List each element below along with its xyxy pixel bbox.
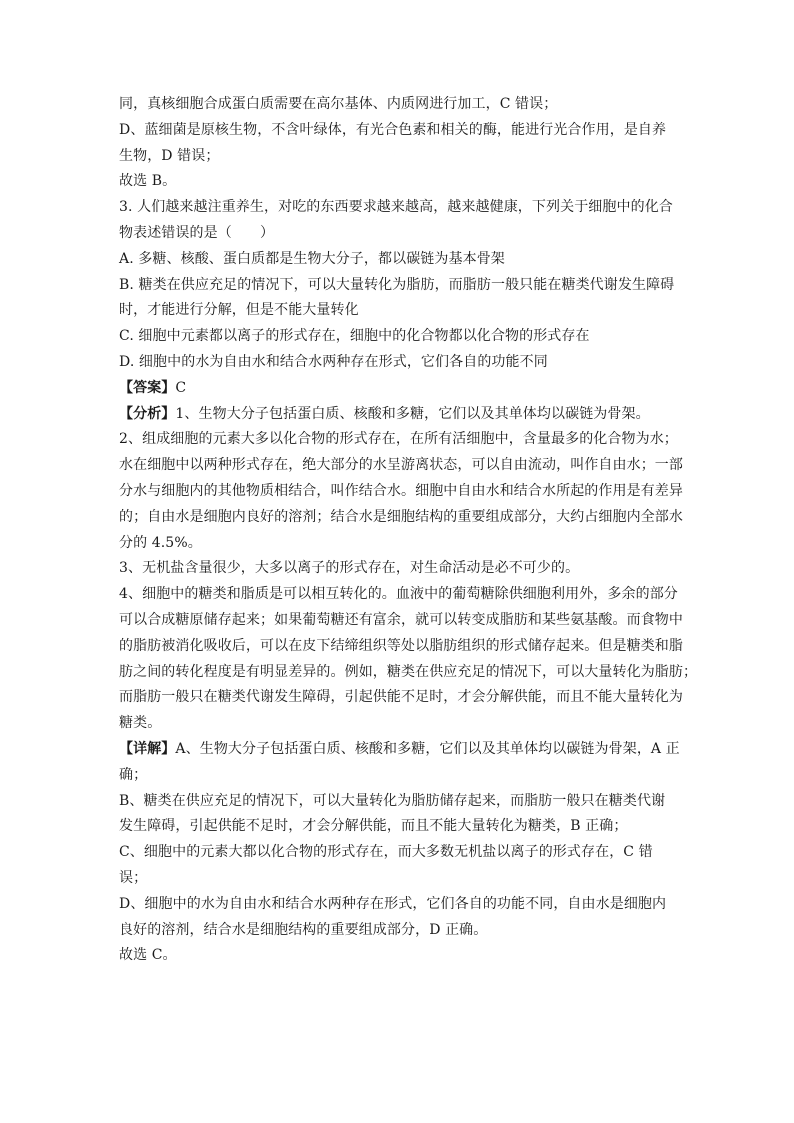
text-line: 确； bbox=[119, 766, 148, 783]
question-stem: 物表述错误的是（ ） bbox=[119, 224, 275, 241]
document-page bbox=[119, 92, 698, 969]
text-line: 故选 B。 bbox=[119, 173, 177, 190]
option-c: C. 细胞中元素都以离子的形式存在，细胞中的化合物都以化合物的形式存在 bbox=[119, 328, 590, 345]
text-line: 良好的溶剂，结合水是细胞结构的重要组成部分，D 正确。 bbox=[119, 921, 488, 938]
option-a: A. 多糖、核酸、蛋白质都是生物大分子，都以碳链为基本骨架 bbox=[119, 250, 505, 267]
detail-line bbox=[119, 737, 679, 763]
text-line: 分水与细胞内的其他物质相结合，叫作结合水。细胞中自由水和结合水所起的作用是有差异 bbox=[119, 482, 683, 499]
text-line: 糖类。 bbox=[119, 715, 162, 732]
text-line: 2、组成细胞的元素大多以化合物的形式存在，在所有活细胞中，含量最多的化合物为水； bbox=[119, 431, 678, 448]
option-b: 时，才能进行分解，但是不能大量转化 bbox=[119, 302, 359, 319]
text-line: B、糖类在供应充足的情况下，可以大量转化为脂肪储存起来，而脂肪一般只在糖类代谢 bbox=[119, 792, 666, 809]
text-line: 而脂肪一般只在糖类代谢发生障碍，引起供能不足时，才会分解供能，而且不能大量转化为 bbox=[119, 689, 683, 706]
text-line: 生物，D 错误； bbox=[119, 147, 220, 164]
text-line: 的脂肪被消化吸收后，可以在皮下结缔组织等处以脂肪组织的形式储存起来。但是糖类和脂 bbox=[119, 637, 683, 654]
answer-value: C bbox=[175, 379, 187, 396]
text-line: 误； bbox=[119, 869, 148, 886]
text-line: 故选 C。 bbox=[119, 947, 177, 964]
text-line: 可以合成糖原储存起来；如果葡萄糖还有富余，就可以转变成脂肪和某些氨基酸。而食物中 bbox=[119, 611, 683, 628]
option-d: D. 细胞中的水为自由水和结合水两种存在形式，它们各自的功能不同 bbox=[119, 353, 548, 370]
text-line: 发生障碍，引起供能不足时，才会分解供能，而且不能大量转化为糖类，B 正确； bbox=[119, 818, 628, 835]
question-stem: 3. 人们越来越注重养生，对吃的东西要求越来越高，越来越健康，下列关于细胞中的化合 bbox=[119, 199, 673, 216]
text-line: 4、细胞中的糖类和脂质是可以相互转化的。血液中的葡萄糖除供细胞利用外，多余的部分 bbox=[119, 586, 678, 603]
text-line: D、细胞中的水为自由水和结合水两种存在形式，它们各自的功能不同，自由水是细胞内 bbox=[119, 895, 667, 912]
detail-text: A、生物大分子包括蛋白质、核酸和多糖，它们以及其单体均以碳链为骨架，A 正 bbox=[175, 740, 680, 757]
text-line: 3、无机盐含量很少，大多以离子的形式存在，对生命活动是必不可少的。 bbox=[119, 560, 580, 577]
text-line: 肪之间的转化程度是有明显差异的。例如，糖类在供应充足的情况下，可以大量转化为脂肪； bbox=[119, 663, 698, 680]
answer-line bbox=[119, 376, 679, 402]
text-line: 分的 4.5%。 bbox=[119, 534, 202, 551]
detail-label: 【详解】 bbox=[119, 740, 176, 757]
analysis-label: 【分析】 bbox=[119, 405, 176, 422]
option-b: B. 糖类在供应充足的情况下，可以大量转化为脂肪，而脂肪一般只能在糖类代谢发生障碍 bbox=[119, 276, 675, 293]
analysis-text: 1、生物大分子包括蛋白质、核酸和多糖，它们以及其单体均以碳链为骨架。 bbox=[175, 405, 650, 422]
analysis-line bbox=[119, 402, 679, 428]
text-line: C、细胞中的元素大都以化合物的形式存在，而大多数无机盐以离子的形式存在，C 错 bbox=[119, 844, 653, 861]
text-line: 的；自由水是细胞内良好的溶剂；结合水是细胞结构的重要组成部分，大约占细胞内全部水 bbox=[119, 508, 683, 525]
text-line: 水在细胞中以两种形式存在，绝大部分的水呈游离状态，可以自由流动，叫作自由水；一部 bbox=[119, 457, 683, 474]
answer-label: 【答案】 bbox=[119, 379, 176, 396]
text-line: 同，真核细胞合成蛋白质需要在高尔基体、内质网进行加工，C 错误； bbox=[119, 96, 558, 112]
text-line: D、蓝细菌是原核生物，不含叶绿体，有光合色素和相关的酶，能进行光合作用，是自养 bbox=[119, 121, 667, 138]
